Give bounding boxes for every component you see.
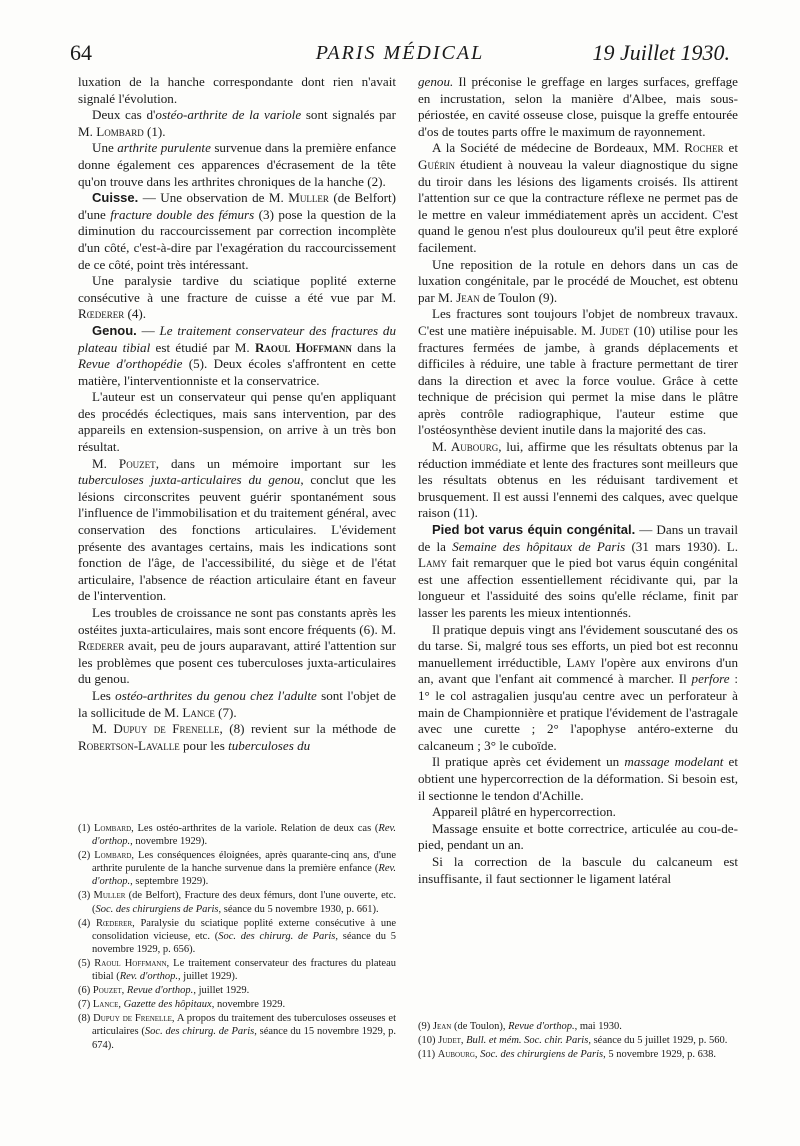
footnote: (4) Rœderer, Paralysie du sciatique poplité externe consécutive à une consolidation vicieuse, etc. (Soc. des chirurg. de Paris, séance du 5 novembre 1929, p. 656). bbox=[78, 917, 397, 955]
paragraph: M. Dupuy de Frenelle, (8) revient sur la méthode de Robertson-Lavalle pour les tuberculoses du bbox=[78, 721, 396, 753]
section-heading: Cuisse. bbox=[92, 190, 139, 206]
paragraph: M. Aubourg, lui, affirme que les résultats obtenus par la réduction immédiate et lente des fractures sont meilleurs que les résultats obtenus en les réduisant tardivement et brusquement. Il est aussi l'ennemi des calques, avec quelque raison (11). bbox=[418, 439, 738, 521]
paragraph: Il pratique après cet évidement un massage modelant et obtient une hypercorrection de la déformation. Si besoin est, il sectionne le tendon d'Achille. bbox=[418, 754, 739, 803]
paragraph: Appareil plâtré en hypercorrection. bbox=[432, 804, 616, 820]
paragraph: Une reposition de la rotule en dehors dans un cas de luxation congénitale, par le procédé de Mouchet, est obtenu par M. Jean de Toulon (9). bbox=[418, 256, 738, 305]
section-cuisse: Cuisse. — Une observation de M. Muller (de Belfort) d'une fracture double des fémurs (3) pose la question de la diminution du raccourcissement par correction incomplète d'un côté, c'est-à-dire par l'exagération du raccourcissement de ce côté, point très intéressant. bbox=[78, 190, 396, 272]
running-header bbox=[70, 40, 730, 74]
paragraph: L'auteur est un conservateur qui pense qu'en appliquant des procédés éclectiques, mais sans intervention, par des appareils en extension-suspension, on arrive à un très bon résultat. bbox=[78, 389, 396, 455]
footnote: (11) Aubourg, Soc. des chirurgiens de Paris, 5 novembre 1929, p. 638. bbox=[418, 1049, 716, 1061]
footnote: (9) Jean (de Toulon), Revue d'orthop., mai 1930. bbox=[418, 1021, 622, 1032]
footnote: (1) Lombard, Les ostéo-arthrites de la variole. Relation de deux cas (Rev. d'orthop., novembre 1929). bbox=[78, 823, 396, 848]
footnote: (8) Dupuy de Frenelle, A propos du traitement des tuberculoses osseuses et articulaires (Soc. des chirurg. de Paris, séance du 15 novembre 1929, p. 674). bbox=[78, 1013, 397, 1051]
footnotes-left bbox=[78, 822, 396, 1053]
paragraph: Une arthrite purulente survenue dans la première enfance donne également ces apparences d'écrasement de la tête qu'on trouve dans les arthrites chroniques de la hanche (2). bbox=[78, 140, 397, 189]
journal-title: PARIS MÉDICAL bbox=[315, 42, 485, 64]
paragraph: Il pratique depuis vingt ans l'évidement souscutané des os du tarse. Si, malgré tous ses efforts, un pied bot est reconnu manuellement irréductible, Lamy l'opère aux environs d'un an, avant que l'enfant ait commencé à marcher. Il perfore : 1° le col astragalien jusqu'au centre avec un perforateur à main de Championnière et pratique l'évidement de l'astragale avec une curette ; 2° l'apophyse antéro-externe du calcaneum ; 3° le cuboïde. bbox=[418, 621, 738, 753]
paragraph: luxation de la hanche correspondante dont rien n'avait signalé l'évolution. bbox=[78, 74, 396, 106]
paragraph: genou. Il préconise le greffage en larges surfaces, greffage en incrustation, selon la manière d'Albee, mais sous-périostée, en cavité osseuse close, puisque la greffe entourée d'os de toutes parts offre le maximum de rayonnement. bbox=[418, 74, 738, 139]
left-column bbox=[78, 74, 396, 754]
paragraph: Les ostéo-arthrites du genou chez l'adulte sont l'objet de la sollicitude de M. Lance (7). bbox=[78, 687, 396, 720]
page-number: 64 bbox=[70, 40, 92, 65]
paragraph: Les troubles de croissance ne sont pas constants après les ostéites juxta-articulaires, mais sont encore fréquents (6). M. Rœderer avait, peu de jours auparavant, attiré l'attention sur les problèmes que posent ces tuberculoses juxta-articulaires du genou. bbox=[78, 605, 396, 687]
footnote: (5) Raoul Hoffmann, Le traitement conservateur des fractures du plateau tibial (Rev. d'orthop., juillet 1929). bbox=[78, 957, 396, 983]
footnote: (3) Muller (de Belfort), Fracture des deux fémurs, dont l'une ouverte, etc. (Soc. des chirurgiens de Paris, séance du 5 novembre 1930, p. 661). bbox=[78, 890, 396, 915]
issue-date: 19 Juillet 1930. bbox=[592, 40, 730, 65]
section-heading: Genou. bbox=[92, 322, 137, 338]
footnote: (7) Lance, Gazette des hôpitaux, novembre 1929. bbox=[78, 999, 286, 1011]
footnote: (10) Judet, Bull. et mém. Soc. chir. Paris, séance du 5 juillet 1929, p. 560. bbox=[418, 1035, 728, 1047]
section-pied-bot: Pied bot varus équin congénital. — Dans un travail de la Semaine des hôpitaux de Paris (31 mars 1930). L. Lamy fait remarquer que le pied bot varus équin congénital est une affection essentiellement récidivante qui, par la longueur et l'assiduité des soins qu'elle réclame, finit par lasser les parents les mieux intentionnés. bbox=[418, 522, 738, 620]
paragraph: A la Société de médecine de Bordeaux, MM. Rocher et Guérin étudient à nouveau la valeur diagnostique du signe du tiroir dans les lésions des ligaments croisés. Ils attirent l'attention sur ce que la contracture réflexe ne permet pas de le mettre en valeur immédiatement après un accident. C'est quand le genou n'est plus douloureux qu'il peut être exploré facilement. bbox=[418, 140, 738, 255]
paragraph: Les fractures sont toujours l'objet de nombreux travaux. C'est une matière inépuisable. M. Judet (10) utilise pour les fractures fermées de jambe, à grands déplacements et difficiles à réduire, une table à fracture permettant de tirer dans la direction et avec la force voulue. Grâce à cette technique de précision qui permet la mise dans le plâtre après contrôle radiographique, l'auteur estime que l'ostéosynthèse devient inutile dans la majorité des cas. bbox=[418, 306, 738, 438]
paragraph: Si la correction de la bascule du calcaneum est insuffisante, il faut sectionner le ligament latéral bbox=[418, 853, 738, 886]
paragraph: M. Pouzet, dans un mémoire important sur les tuberculoses juxta-articulaires du genou, conclut que les lésions circonscrites peuvent guérir spontanément sous l'influence de l'immobilisation et du traitement général, avec conservation des fonctions articulaires. L'évidement présente des avantages certains, mais les indications sont fonction de l'âge, de l'accessibilité, du siège et de l'état articulaire, l'absence de réaction articulaire étant en faveur de l'intervention. bbox=[78, 455, 396, 604]
footnotes-right bbox=[418, 1020, 738, 1062]
paragraph: Deux cas d'ostéo-arthrite de la variole sont signalés par M. Lombard (1). bbox=[78, 107, 396, 139]
section-genou: Genou. — Le traitement conservateur des fractures du plateau tibial est étudié par M. Raoul Hoffmann dans la Revue d'orthopédie (5). Deux écoles s'affrontent en cette matière, l'interventionniste et la conservatrice. bbox=[78, 322, 397, 388]
right-column bbox=[418, 74, 738, 887]
paragraph: Massage ensuite et botte correctrice, articulée au cou-de-pied, pendant un an. bbox=[418, 820, 738, 853]
paragraph: Une paralysie tardive du sciatique poplité externe consécutive à une fracture de cuisse a été vue par M. Rœderer (4). bbox=[78, 273, 396, 322]
footnote: (6) Pouzet, Revue d'orthop., juillet 1929. bbox=[78, 985, 250, 997]
footnote: (2) Lombard, Les conséquences éloignées, après quarante-cinq ans, d'une arthrite purulente de la hanche survenue dans la première enfance (Rev. d'orthop., septembre 1929). bbox=[78, 850, 396, 888]
section-heading: Pied bot varus équin congénital. bbox=[432, 522, 636, 538]
